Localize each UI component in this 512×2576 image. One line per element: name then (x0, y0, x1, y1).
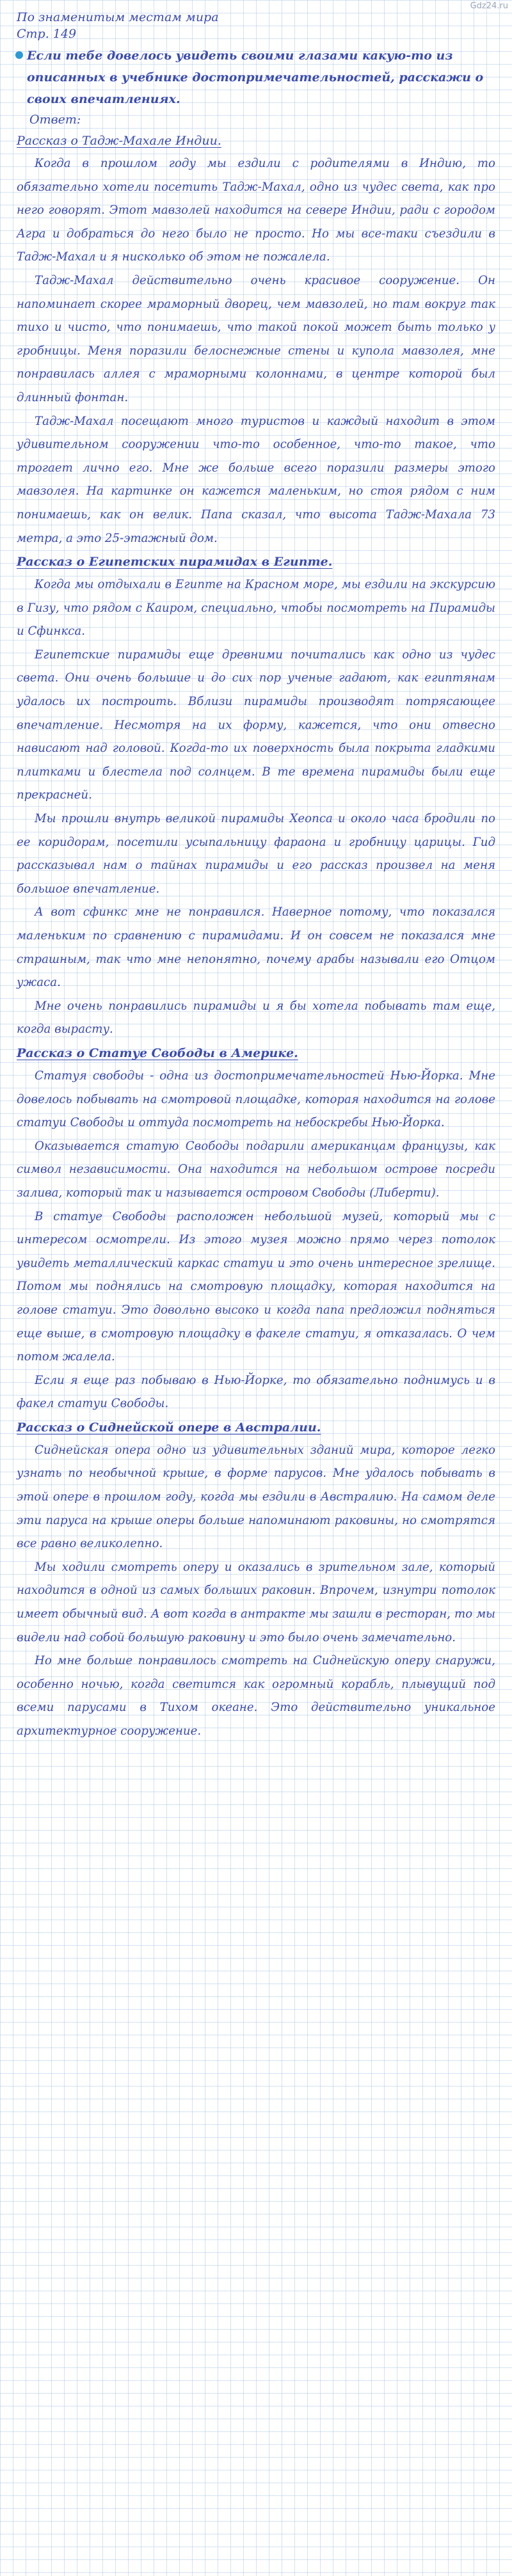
paragraph: Тадж-Махал посещают много туристов и каждый находит в этом удивительном сооружении что-то особенное, что-то такое, что трогает лично его. Мне же больше всего поразили размеры этого мавзолея. На картинке он кажется маленьким, но стоя рядом с ним понимаешь, как он велик. Папа сказал, что высота Тадж-Махала 73 метра, а это 25-этажный дом. (17, 414, 495, 545)
paragraph: Тадж-Махал действительно очень красивое сооружение. Он напоминает скорее мраморный дворец, чем мавзолей, но там вокруг так тихо и чисто, что понимаешь, что такой покой может быть только у гробницы. Меня поразили белоснежные стены и купола мавзолея, мне понравилась аллея с мраморными колоннами, в центре которой был длинный фонтан. (17, 273, 495, 404)
bullet-icon (15, 51, 23, 59)
paragraph: Когда мы отдыхали в Египте на Красном море, мы ездили на экскурсию в Гизу, что рядом с Каиром, специально, чтобы посмотреть на Пирамиды и Сфинкса. (17, 578, 495, 639)
site-watermark: Gdz24.ru (470, 1, 508, 11)
task-text-content: Если тебе довелось увидеть своими глазами какую-то из описанных в учебнике достопримечательностей, расскажи о своих впечатлениях. (27, 49, 484, 106)
story-section (17, 550, 495, 1042)
paragraph: Если я еще раз побываю в Нью-Йорке, то обязательно поднимусь и в факел статуи Свободы. (17, 1373, 495, 1411)
story-section (17, 1042, 495, 1416)
task-text (17, 45, 495, 110)
paragraph: А вот сфинкс мне не понравился. Наверное потому, что показался маленьким по сравнению с пирамидами. И он совсем не показался мне страшным, так что мне непонятно, почему арабы называли его Отцом ужаса. (17, 905, 495, 990)
paragraph: Египетские пирамиды еще древними почитались как одно из чудес света. Они очень большие и до сих пор ученые гадают, как египтянам удалось их построить. Вблизи пирамиды производят потрясающее впечатление. Несмотря на их форму, кажется, что они отвесно нависают над головой. Когда-то их поверхность была покрыта гладкими плитками и блестела под солнцем. В те времена пирамиды были еще прекрасней. (17, 648, 495, 802)
paragraph: Но мне больше понравилось смотреть на Сиднейскую оперу снаружи, особенно ночью, когда светится как огромный корабль, плывущий под всеми парусами в Тихом океане. Это действительно уникальное архитектурное сооружение. (17, 1654, 495, 1738)
story-section (17, 1416, 495, 1744)
topic-title: По знаменитым местам мира (17, 10, 219, 24)
paragraph: Мне очень понравились пирамиды и я бы хотела побывать там еще, когда вырасту. (17, 999, 495, 1037)
paragraph: Когда в прошлом году мы ездили с родителями в Индию, то обязательно хотели посетить Тадж-Махал, одно из чудес света, как про него говорят. Этот мавзолей находится на севере Индии, ради с городом Агра и добраться до него было не просто. Но мы все-таки съездили в Тадж-Махал и я нисколько об этом не пожалела. (17, 157, 495, 264)
section-title: Рассказ о Египетских пирамидах в Египте. (17, 555, 333, 569)
page-reference: Стр. 149 (17, 27, 77, 41)
paragraph: Мы ходили смотреть оперу и оказались в зрительном зале, который находится в одной из самых больших раковин. Впрочем, изнутри потолок имеет обычный вид. А вот когда в антракте мы зашли в ресторан, то мы видели над собой большую раковину и это было очень замечательно. (17, 1560, 495, 1644)
section-title: Рассказ о Тадж-Махале Индии. (17, 134, 221, 148)
paragraph: Статуя свободы - одна из достопримечательностей Нью-Йорка. Мне довелось побывать на смотровой площадке, которая находится на голове статуи Свободы и оттуда посмотреть на небоскребы Нью-Йорка. (17, 1069, 495, 1130)
paragraph: Оказывается статую Свободы подарили американцам французы, как символ независимости. Она находится на небольшом острове посреди залива, который так и называется островом Свободы (Либерти). (17, 1139, 495, 1200)
answer-label: Ответ: (29, 113, 81, 127)
paragraph: Сиднейская опера одно из удивительных зданий мира, которое легко узнать по необычной крыше, в форме парусов. Мне удалось побывать в этой опере в прошлом году, когда мы ездили в Австралию. На самом деле эти паруса на крыше оперы больше напоминают раковины, но смотрятся все равно великолепно. (17, 1443, 495, 1551)
section-title: Рассказ о Сиднейской опере в Австралии. (17, 1420, 321, 1435)
paragraph: Мы прошли внутрь великой пирамиды Хеопса и около часа бродили по ее коридорам, посетили усыпальницу фараона и гробницу царицы. Гид рассказывал нам о тайнах пирамиды и его рассказ произвел на меня большое впечатление. (17, 812, 495, 896)
paragraph: В статуе Свободы расположен небольшой музей, который мы с интересом осмотрели. Из этого музея можно прямо через потолок увидеть металлический каркас статуи и это очень интересное зрелище. Потом мы поднялись на смотровую площадку, которая находится на голове статуи. Это довольно высоко и когда папа предложил подняться еще выше, в смотровую площадку в факеле статуи, я отказалась. О чем потом жалела. (17, 1209, 495, 1364)
story-section (17, 129, 495, 550)
section-title: Рассказ о Статуе Свободы в Америке. (17, 1046, 298, 1060)
answer-sections (17, 129, 495, 1744)
